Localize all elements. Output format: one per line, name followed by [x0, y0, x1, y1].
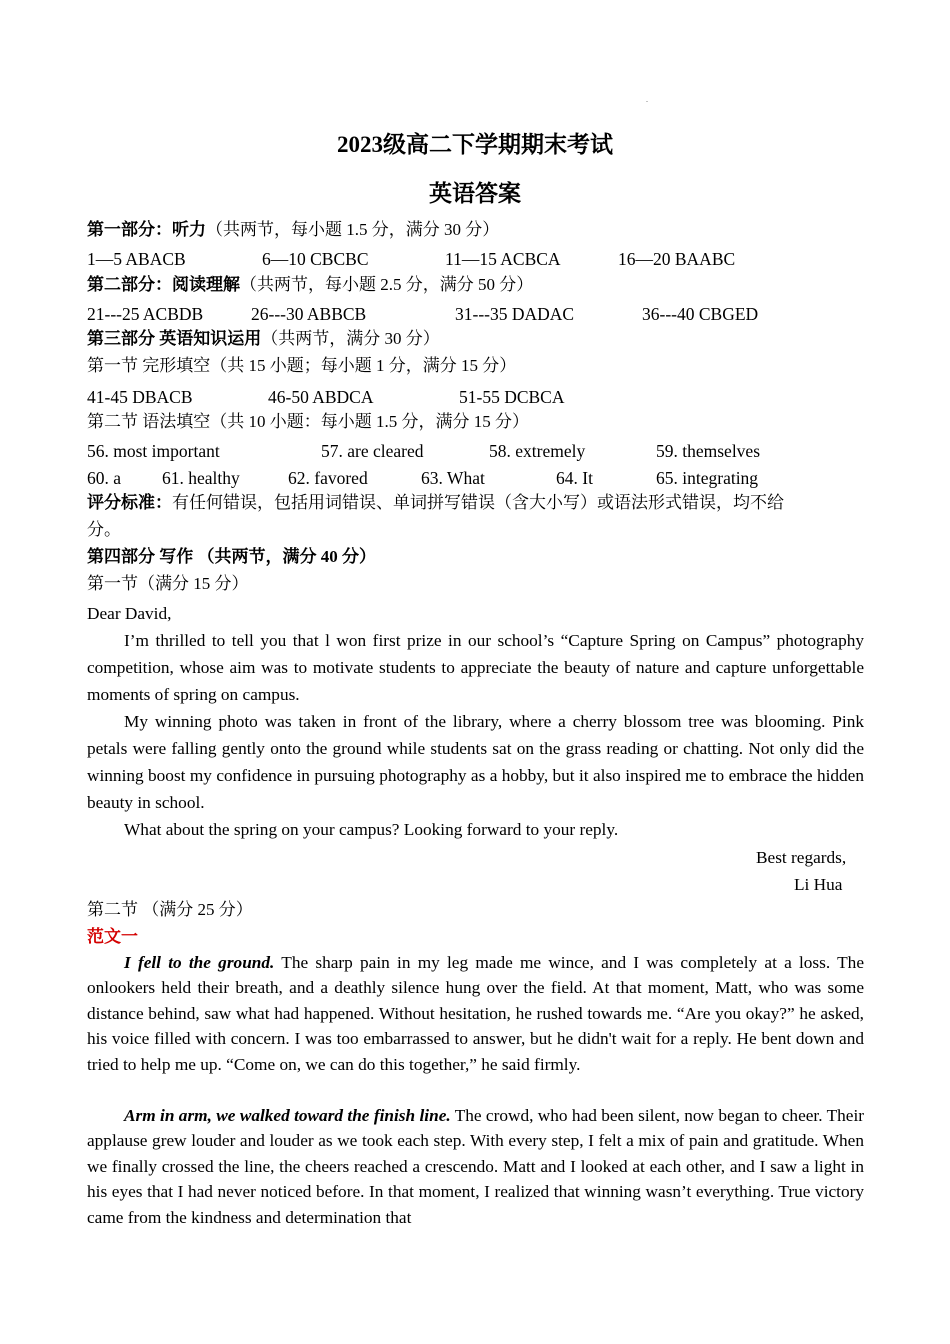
part2-heading-line: [87, 274, 533, 296]
answer-group: 51-55 DCBCA: [459, 387, 565, 407]
part3-section1-heading: 第一节 完形填空（共 15 小题；每小题 1 分，满分 15 分）: [87, 356, 517, 375]
answer-group: 26---30 ABBCB: [251, 304, 367, 324]
part1-heading-line: [87, 219, 499, 241]
grammar-answer: 61. healthy: [162, 468, 240, 488]
criteria-text-cont: 分。: [87, 520, 121, 539]
grammar-answer: 59. themselves: [656, 441, 761, 461]
part3-section2-heading: 第二节 语法填空（共 10 小题：每小题 1.5 分，满分 15 分）: [87, 412, 529, 431]
answer-group: 11—15 ACBCA: [445, 249, 561, 269]
answer-group: 36---40 CBGED: [642, 304, 759, 324]
part4-section1-heading: 第一节（满分 15 分）: [87, 574, 249, 593]
part4-heading: 第四部分 写作 （共两节，满分 40 分）: [87, 547, 376, 566]
exam-subtitle: 英语答案: [429, 181, 521, 206]
part2-heading: 第二部分：阅读理解: [87, 275, 240, 294]
criteria-label: 评分标准：: [87, 493, 172, 512]
answer-group: 6—10 CBCBC: [262, 249, 369, 269]
letter-paragraph: What about the spring on your campus? Looking forward to your reply.: [124, 820, 619, 839]
part3-heading-line: [87, 328, 440, 350]
criteria-text: 有任何错误，包括用词错误、单词拼写错误（含大小写）或语法形式错误，均不给: [172, 493, 784, 512]
grammar-answer: 64. It: [556, 468, 593, 488]
essay-paragraph: [87, 1103, 864, 1230]
grammar-answer: 63. What: [421, 468, 485, 488]
grammar-answer: 57. are cleared: [321, 441, 424, 461]
part2-note: （共两节，每小题 2.5 分，满分 50 分）: [240, 275, 534, 294]
essay-paragraph: [87, 950, 864, 1077]
essay-lead-sentence: Arm in arm, we walked toward the finish line.: [124, 1106, 451, 1125]
answer-group: 31---35 DADAC: [455, 304, 575, 324]
letter-signature: Li Hua: [794, 875, 843, 894]
essay-body: The crowd, who had been silent, now began to cheer. Their applause grew louder and louder as we took each step. With every step, I felt a mix of pain and gratitude. When we finally crossed the line, the cheers reached a crescendo. Matt and I looked at each other, and I saw a light in his eyes that I had never noticed before. In that moment, I realized that winning wasn’t everything. True victory came from the kindness and determination that: [87, 1106, 864, 1227]
letter-closing: Best regards,: [756, 848, 847, 867]
answer-group: 46-50 ABDCA: [268, 387, 374, 407]
letter-paragraph: My winning photo was taken in front of the library, where a cherry blossom tree was blooming. Pink petals were falling gently onto the ground while students sat on the grass reading or chatting. Not only did the winning boost my confidence in pursuing photography as a hobby, but it also inspired me to embrace the hidden beauty in school.: [87, 712, 864, 812]
part3-note: （共两节，满分 30 分）: [261, 329, 440, 348]
grammar-answer: 58. extremely: [489, 441, 586, 461]
part4-section2-heading: 第二节 （满分 25 分）: [87, 900, 253, 919]
sample-essay-label: 范文一: [87, 927, 138, 946]
part3-heading: 第三部分 英语知识运用: [87, 329, 262, 348]
exam-title: 2023级高二下学期期末考试: [337, 132, 613, 157]
answer-group: 41-45 DBACB: [87, 387, 193, 407]
letter-paragraph: I’m thrilled to tell you that l won first prize in our school’s “Capture Spring on Campus” photography competition, whose aim was to motivate students to appreciate the beauty of nature and capture unforgettable moments of spring on campus.: [87, 631, 864, 704]
grammar-answer: 56. most important: [87, 441, 220, 461]
answer-group: 16—20 BAABC: [618, 249, 736, 269]
grammar-answer: 65. integrating: [656, 468, 759, 488]
part1-note: （共两节，每小题 1.5 分，满分 30 分）: [206, 220, 500, 239]
part1-heading: 第一部分：听力: [87, 220, 206, 239]
grammar-answer: 60. a: [87, 468, 122, 488]
answer-group: 1—5 ABACB: [87, 249, 186, 269]
answer-group: 21---25 ACBDB: [87, 304, 204, 324]
corner-mark: .: [646, 95, 648, 104]
letter-greeting: Dear David,: [87, 604, 172, 623]
essay-body: The sharp pain in my leg made me wince, and I was completely at a loss. The onlookers held their breath, and a deathly silence hung over the field. At that moment, Matt, who was some distance behind, saw what had happened. Without hesitation, he rushed towards me. “Are you okay?” he asked, his voice filled with concern. I was too embarrassed to answer, but he didn't wait for a reply. He bent down and tried to help me up. “Come on, we can do this together,” he said firmly.: [87, 953, 864, 1074]
grammar-answer: 62. favored: [288, 468, 368, 488]
essay-lead-sentence: I fell to the ground.: [124, 953, 275, 972]
scoring-criteria: [87, 492, 784, 514]
